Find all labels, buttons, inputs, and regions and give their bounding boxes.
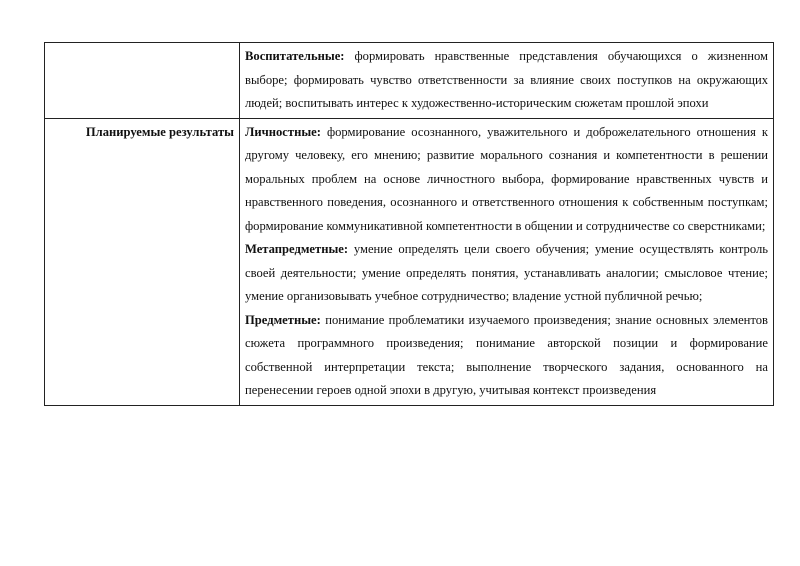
- table-row: [45, 43, 774, 119]
- section-personal: [245, 121, 768, 239]
- section-heading: Личностные:: [245, 124, 321, 139]
- section-educational: [245, 45, 768, 116]
- row-label-empty: [45, 43, 240, 119]
- section-subject: [245, 309, 768, 403]
- section-heading: Метапредметные:: [245, 242, 349, 256]
- section-heading: Предметные:: [245, 312, 321, 327]
- row-content-goals: [240, 43, 774, 119]
- lesson-plan-table: [44, 42, 774, 406]
- row-label-planned-results: Планируемые результаты: [45, 118, 240, 405]
- table-row: [45, 118, 774, 405]
- section-text: умение определять цели своего обучения; умение осуществлять контроль своей деятельности; умение определять понятия, устанавливать аналогии; смысловое чтение; умение организовывать учебное сотрудничество; владение устной публичной речью;: [245, 242, 768, 303]
- section-text: формировать нравственные представления обучающихся о жизненном выборе; формировать чувство ответственности за влияние своих поступков на окружающих людей; воспитывать интерес к художественно-историческим сюжетам прошлой эпохи: [245, 49, 768, 110]
- section-heading: Воспитательные:: [245, 49, 345, 63]
- row-content-results: [240, 118, 774, 405]
- section-text: формирование осознанного, уважительного и доброжелательного отношения к другому человеку, его мнению; развитие морального сознания и компетентности в решении моральных проблем на основе личностного выбора, формирование нравственных чувств и нравственного поведения, осознанного и ответственного отношения к собственным поступкам; формирование коммуникативной компетентности в общении и сотрудничестве со сверстниками;: [245, 124, 768, 233]
- section-metasubject: [245, 238, 768, 309]
- section-text: понимание проблематики изучаемого произведения; знание основных элементов сюжета программного произведения; понимание авторской позиции и формирование собственной интерпретации текста; выполнение творческого задания, основанного на перенесении героев одной эпохи в другую, учитывая контекст произведения: [245, 312, 768, 397]
